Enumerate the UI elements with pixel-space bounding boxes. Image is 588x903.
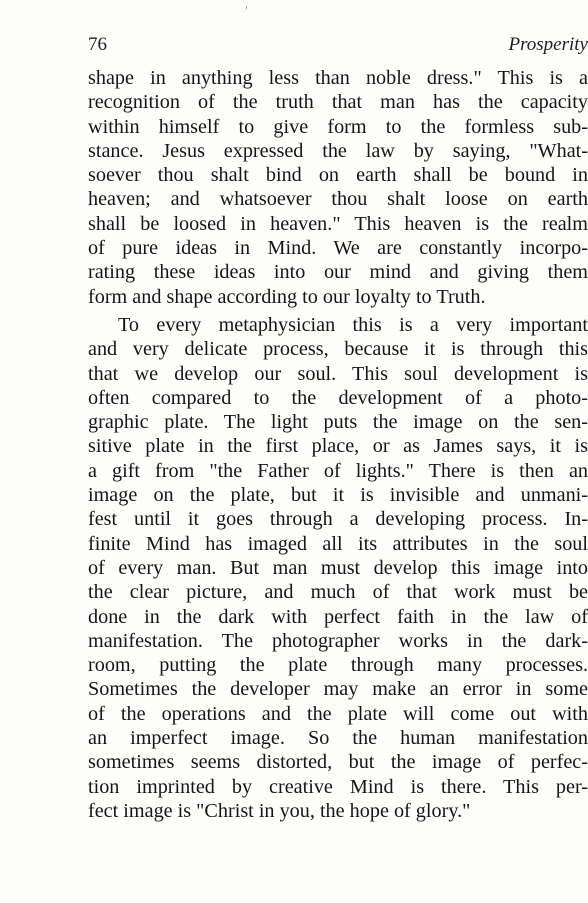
text-line: fest until it goes through a developing process. In- [88, 508, 588, 531]
text-line: form and shape according to our loyalty to Truth. [88, 285, 486, 308]
text-line: finite Mind has imaged all its attributes in the soul [88, 532, 588, 555]
text-line: and very delicate process, because it is through this [88, 338, 588, 361]
text-line: Sometimes the developer may make an error in some [88, 678, 588, 701]
text-line: often compared to the development of a photo- [88, 386, 588, 409]
text-line: sitive plate in the first place, or as James says, it is [88, 435, 588, 458]
text-line: tion imprinted by creative Mind is there. This per- [88, 775, 588, 798]
text-line: an imperfect image. So the human manifestation [88, 727, 588, 750]
text-line: shall be loosed in heaven." This heaven is the realm [88, 212, 588, 235]
text-line: done in the dark with perfect faith in the law of [88, 605, 588, 628]
text-line: within himself to give form to the formless sub- [88, 115, 588, 138]
text-line: room, putting the plate through many processes. [88, 654, 588, 677]
text-line: recognition of the truth that man has the capacity [88, 91, 588, 114]
running-title: Prosperity [508, 34, 588, 55]
text-line: a gift from "the Father of lights." There is then an [88, 459, 588, 482]
text-line: graphic plate. The light puts the image on the sen- [88, 411, 588, 434]
text-line: shape in anything less than noble dress." This is a [88, 67, 588, 89]
body-text [88, 66, 588, 823]
running-head [88, 34, 588, 60]
text-line: of pure ideas in Mind. We are constantly incorpo- [88, 237, 588, 260]
paragraph [88, 313, 588, 823]
text-line: manifestation. The photographer works in the dark- [88, 629, 588, 652]
text-line: fect image is "Christ in you, the hope of glory." [88, 799, 471, 822]
text-line: that we develop our soul. This soul development is [88, 362, 588, 385]
text-line: stance. Jesus expressed the law by saying, "What- [88, 139, 588, 162]
text-line: the clear picture, and much of that work must be [88, 581, 588, 604]
text-line: image on the plate, but it is invisible and unmani- [88, 484, 588, 507]
scan-mark [246, 6, 247, 9]
page-number: 76 [88, 34, 107, 55]
paragraph [88, 66, 588, 309]
text-line: of the operations and the plate will come out with [88, 702, 588, 725]
text-line: sometimes seems distorted, but the image of perfec- [88, 751, 588, 774]
text-line: of every man. But man must develop this image into [88, 556, 588, 579]
text-line: soever thou shalt bind on earth shall be bound in [88, 164, 588, 187]
text-line: heaven; and whatsoever thou shalt loose on earth [88, 188, 588, 211]
text-line: rating these ideas into our mind and giving them [88, 261, 588, 284]
text-line: To every metaphysician this is a very important [118, 313, 588, 336]
